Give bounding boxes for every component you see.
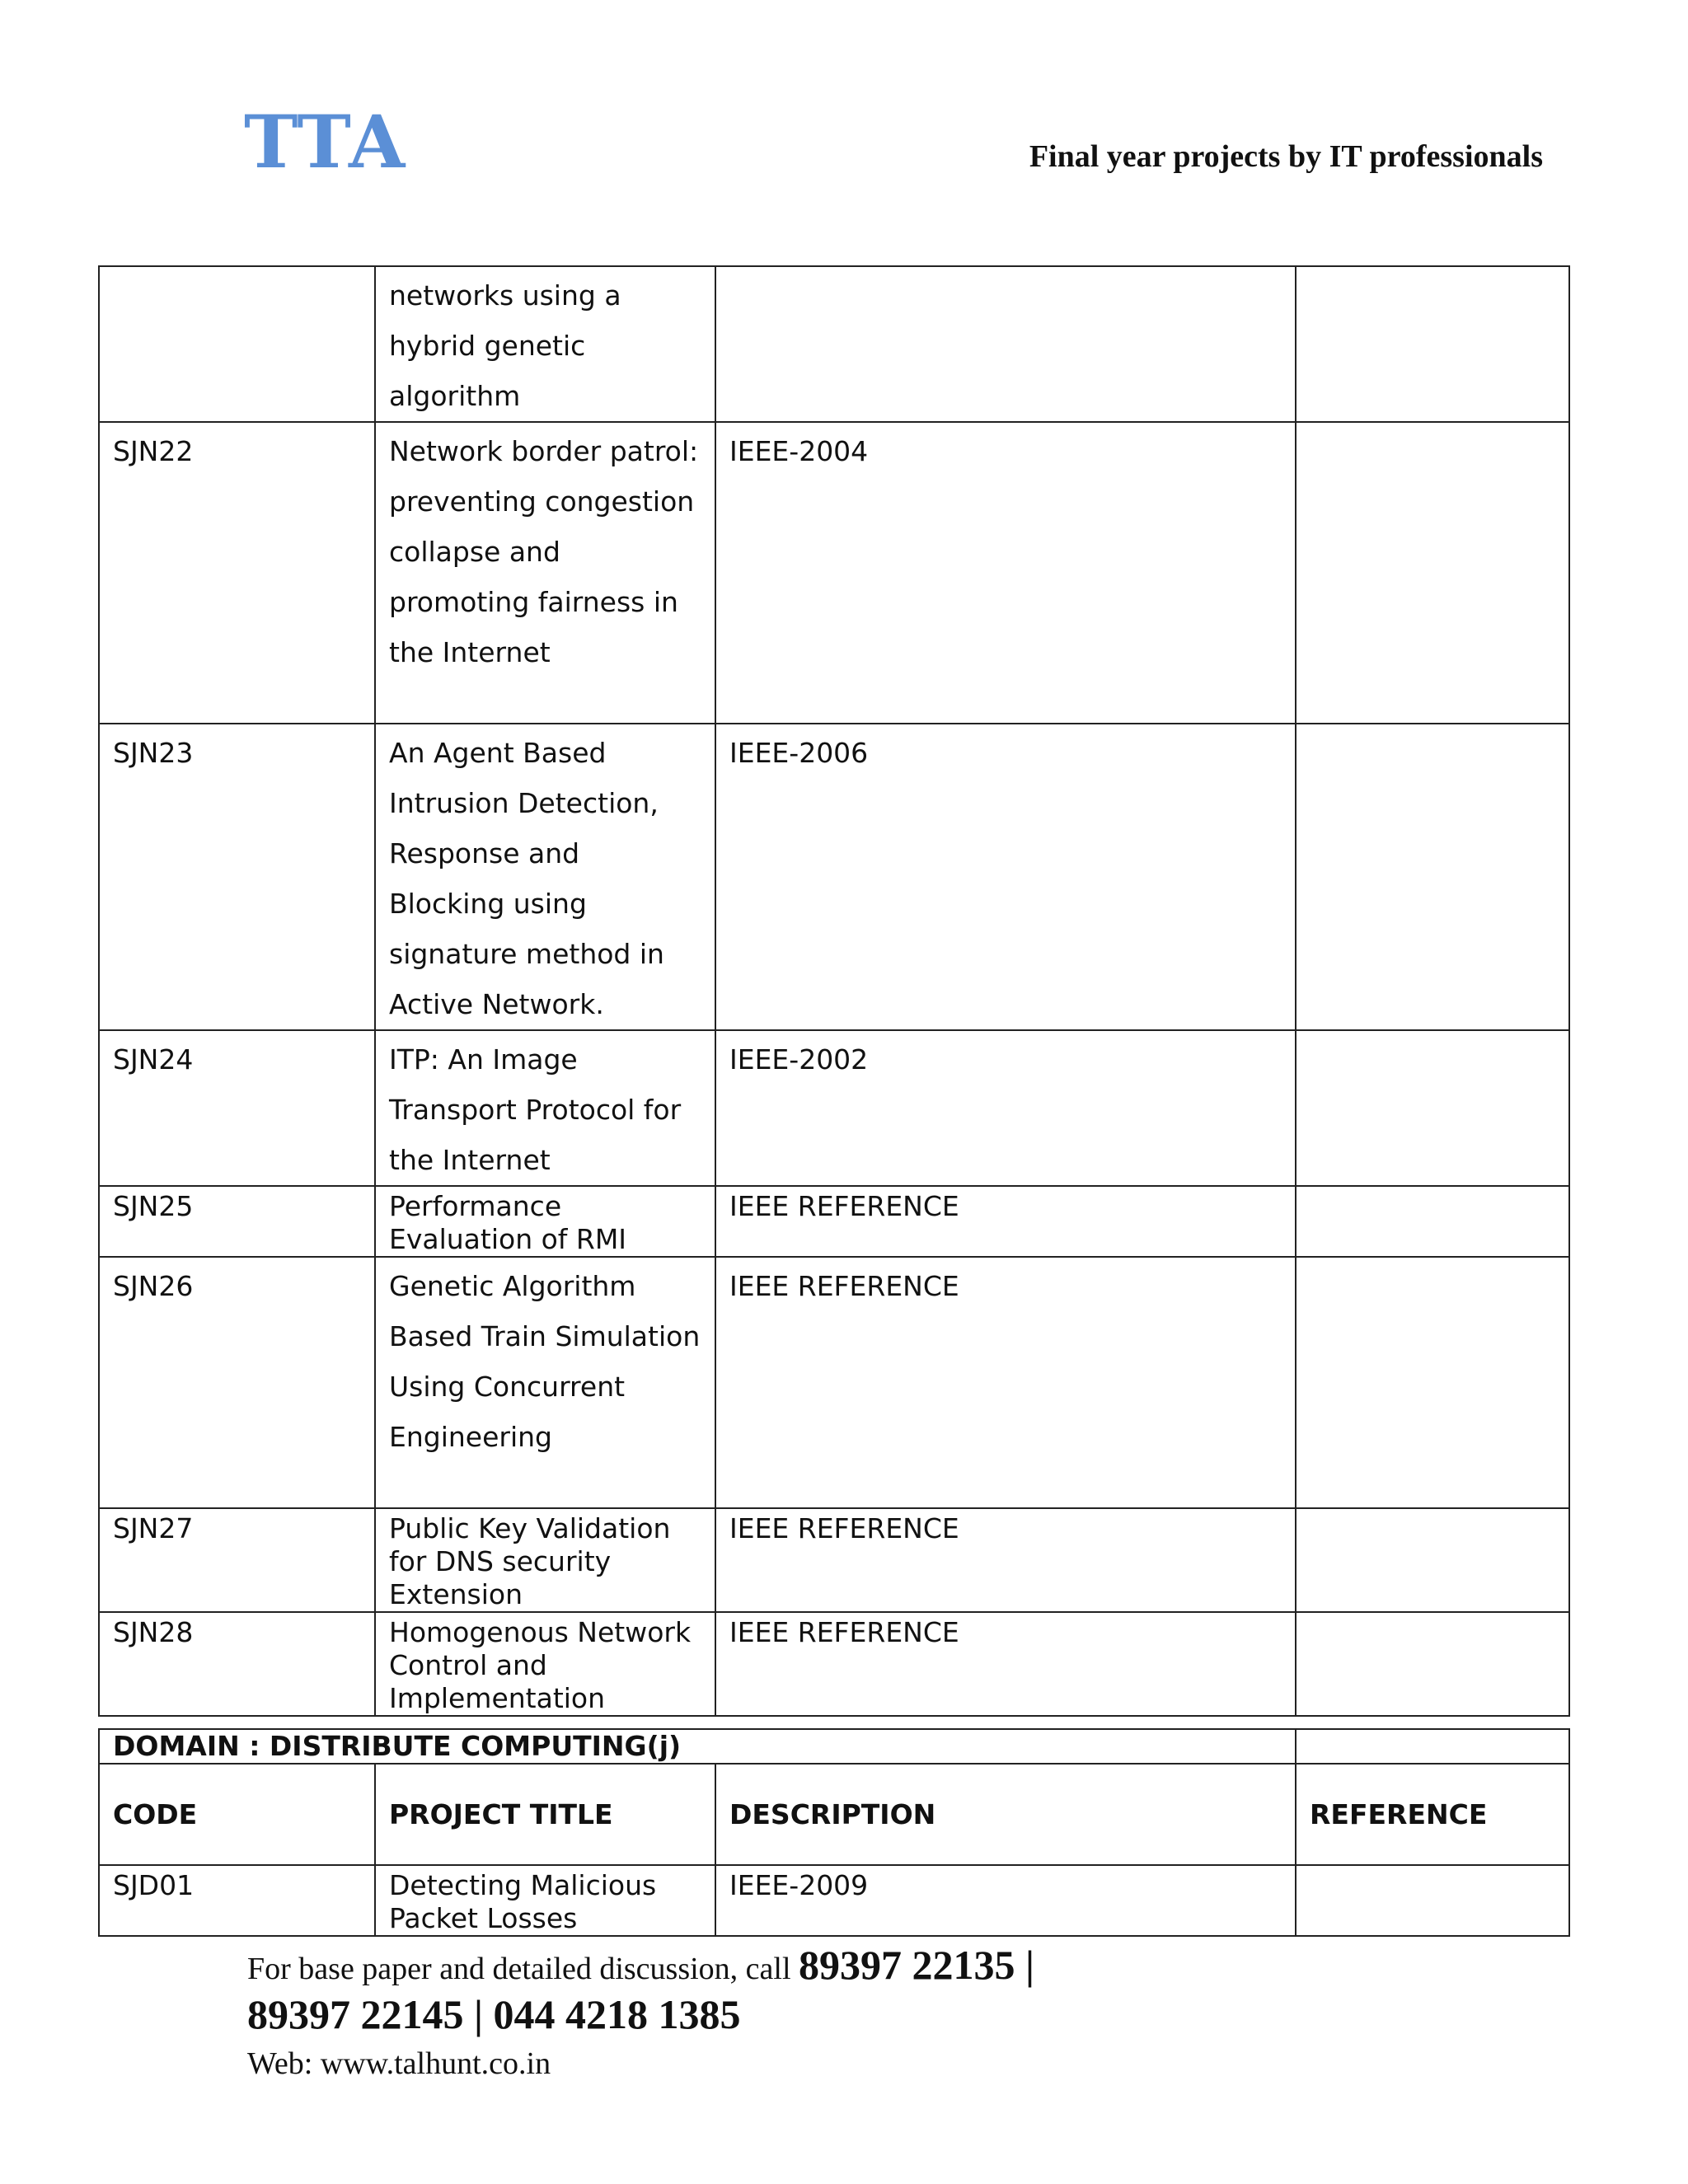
description-cell: IEEE-2002 [715, 1030, 1296, 1186]
footer-web[interactable]: Web: www.talhunt.co.in [247, 2046, 551, 2081]
description-cell: IEEE-2004 [715, 422, 1296, 724]
title-cell: Genetic Algorithm Based Train Simulation Using Concurrent Engineering [375, 1257, 715, 1508]
reference-cell [1296, 1257, 1569, 1508]
reference-cell [1296, 724, 1569, 1030]
reference-cell [1296, 1865, 1569, 1936]
description-cell [715, 266, 1296, 422]
reference-cell [1296, 1508, 1569, 1612]
description-cell: IEEE REFERENCE [715, 1186, 1296, 1257]
domain-empty-cell [1296, 1729, 1569, 1764]
footer-phone-1: 89397 22135 | [799, 1942, 1035, 1988]
title-cell: Public Key Validation for DNS security Extension [375, 1508, 715, 1612]
domain-label: DOMAIN : DISTRIBUTE COMPUTING(j) [99, 1729, 1296, 1764]
tta-logo: TTA [244, 99, 407, 185]
table-row [99, 266, 1569, 422]
description-cell: IEEE-2006 [715, 724, 1296, 1030]
code-cell: SJN24 [99, 1030, 375, 1186]
table-row [99, 1508, 1569, 1612]
code-cell: SJD01 [99, 1865, 375, 1936]
footer-phones: 89397 22145 | 044 4218 1385 [247, 1991, 741, 2037]
table-row [99, 1865, 1569, 1936]
footer-call-line [247, 1941, 1034, 1989]
reference-cell [1296, 422, 1569, 724]
table-row [99, 1030, 1569, 1186]
header-tagline: Final year projects by IT professionals [1029, 139, 1543, 174]
column-header-row [99, 1764, 1569, 1865]
code-cell: SJN26 [99, 1257, 375, 1508]
description-cell: IEEE REFERENCE [715, 1612, 1296, 1716]
table-row [99, 724, 1569, 1030]
domain-table [98, 1728, 1570, 1937]
title-cell: Performance Evaluation of RMI [375, 1186, 715, 1257]
description-cell: IEEE REFERENCE [715, 1508, 1296, 1612]
header-reference: REFERENCE [1296, 1764, 1569, 1865]
code-cell: SJN22 [99, 422, 375, 724]
header-project-title: PROJECT TITLE [375, 1764, 715, 1865]
code-cell: SJN27 [99, 1508, 375, 1612]
reference-cell [1296, 1186, 1569, 1257]
table-row [99, 1257, 1569, 1508]
reference-cell [1296, 266, 1569, 422]
reference-cell [1296, 1612, 1569, 1716]
header-description: DESCRIPTION [715, 1764, 1296, 1865]
code-cell: SJN25 [99, 1186, 375, 1257]
code-cell [99, 266, 375, 422]
description-cell: IEEE-2009 [715, 1865, 1296, 1936]
title-cell: ITP: An Image Transport Protocol for the Internet [375, 1030, 715, 1186]
project-table [98, 265, 1570, 1717]
title-cell: Detecting Malicious Packet Losses [375, 1865, 715, 1936]
header-code: CODE [99, 1764, 375, 1865]
table-row [99, 1612, 1569, 1716]
title-cell: Network border patrol: preventing congestion collapse and promoting fairness in the Internet [375, 422, 715, 724]
title-cell: networks using a hybrid genetic algorithm [375, 266, 715, 422]
table-row [99, 422, 1569, 724]
title-cell: Homogenous Network Control and Implementation [375, 1612, 715, 1716]
description-cell: IEEE REFERENCE [715, 1257, 1296, 1508]
title-cell: An Agent Based Intrusion Detection, Response and Blocking using signature method in Active Network. [375, 724, 715, 1030]
footer-call-text: For base paper and detailed discussion, call [247, 1952, 799, 1986]
code-cell: SJN23 [99, 724, 375, 1030]
table-row [99, 1186, 1569, 1257]
domain-row [99, 1729, 1569, 1764]
code-cell: SJN28 [99, 1612, 375, 1716]
reference-cell [1296, 1030, 1569, 1186]
